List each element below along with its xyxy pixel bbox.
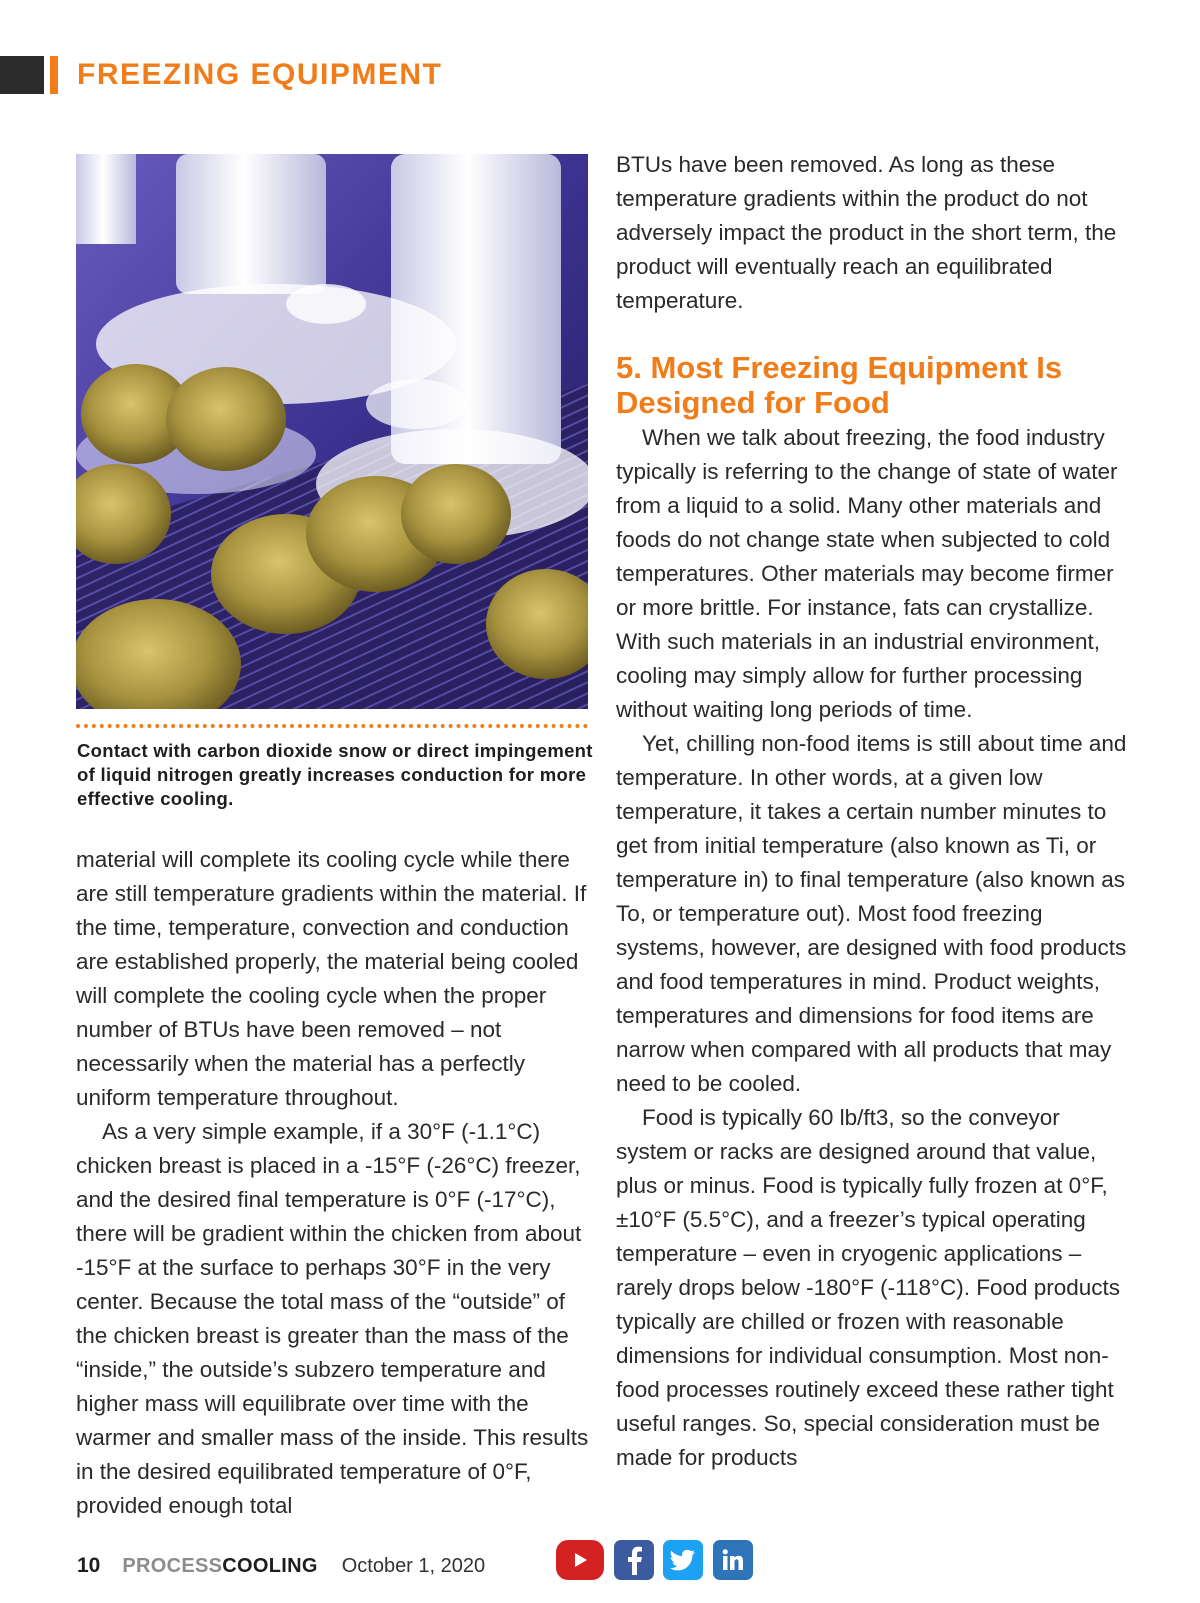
issue-date: October 1, 2020 [341, 1554, 486, 1577]
body-paragraph: material will complete its cooling cycle while there are still temperature gradients within the material. If the time, temperature, convection and conduction are established properly, the material being cooled will complete the cooling cycle when the proper number of BTUs have been removed – not necessarily when the material has a perfectly uniform temperature throughout. [76, 847, 587, 1110]
linkedin-icon[interactable] [713, 1540, 753, 1580]
header-dark-block [0, 56, 44, 94]
page-footer [77, 1546, 485, 1586]
page-number: 10 [77, 1554, 101, 1577]
section-title: FREEZING EQUIPMENT [77, 58, 443, 91]
youtube-icon[interactable] [556, 1540, 604, 1580]
body-paragraph: When we talk about freezing, the food industry typically is referring to the change of state of water from a liquid to a solid. Many other materials and foods do not change state when subjected to cold temperatures. Other materials may become firmer or more brittle. For instance, fats can crystallize. With such materials in an industrial environment, cooling may simply allow for further processing without waiting long periods of time. [616, 425, 1118, 722]
body-paragraph: As a very simple example, if a 30°F (-1.1°C) chicken breast is placed in a -15°F (-26°C) freezer, and the desired final temperature is 0°F (-17°C), there will be gradient within the chicken from about -15°F at the surface to perhaps 30°F in the very center. Because the total mass of the “outside” of the chicken breast is greater than the mass of the “inside,” the outside’s subzero temperature and higher mass will equilibrate over time with the warmer and smaller mass of the inside. This results in the desired equilibrated temperature of 0°F, provided enough total [76, 1119, 589, 1518]
photo-caption: Contact with carbon dioxide snow or direct impingement of liquid nitrogen greatly increases conduction for more effective cooling. [77, 740, 593, 809]
header-accent-bar [50, 56, 58, 94]
right-column [616, 421, 1136, 1475]
facebook-icon[interactable] [614, 1540, 654, 1580]
body-paragraph: Food is typically 60 lb/ft3, so the conveyor system or racks are designed around that value, plus or minus. Food is typically fully frozen at 0°F, ±10°F (5.5°C), and a freezer’s typical operating temperature – even in cryogenic applications – rarely drops below -180°F (-118°C). Food products typically are chilled or frozen with reasonable dimensions for individual consumption. Most non-food processes routinely exceed these rather tight useful ranges. So, special consideration must be made for products [616, 1105, 1121, 1470]
right-column-top [616, 148, 1136, 318]
body-paragraph: BTUs have been removed. As long as these temperature gradients within the product do not adversely impact the product in the short term, the product will eventually reach an equilibrated temperature. [616, 152, 1117, 313]
twitter-icon[interactable] [663, 1540, 703, 1580]
publication-logo [122, 1555, 317, 1578]
logo-part1: PROCESS [122, 1554, 223, 1577]
logo-part2: COOLING [222, 1554, 318, 1577]
left-column [76, 843, 596, 1523]
subheading: 5. Most Freezing Equipment Is Designed for Food [616, 350, 1063, 420]
freezer-photo [76, 154, 588, 709]
body-paragraph: Yet, chilling non-food items is still about time and temperature. In other words, at a given low temperature, it takes a certain number minutes to get from initial temperature (also known as Ti, or temperature in) to final temperature (also known as To, or temperature out). Most food freezing systems, however, are designed with food products and food temperatures in mind. Product weights, temperatures and dimensions for food items are narrow when compared with all products that may need to be cooled. [616, 731, 1127, 1096]
caption-divider [76, 724, 588, 728]
